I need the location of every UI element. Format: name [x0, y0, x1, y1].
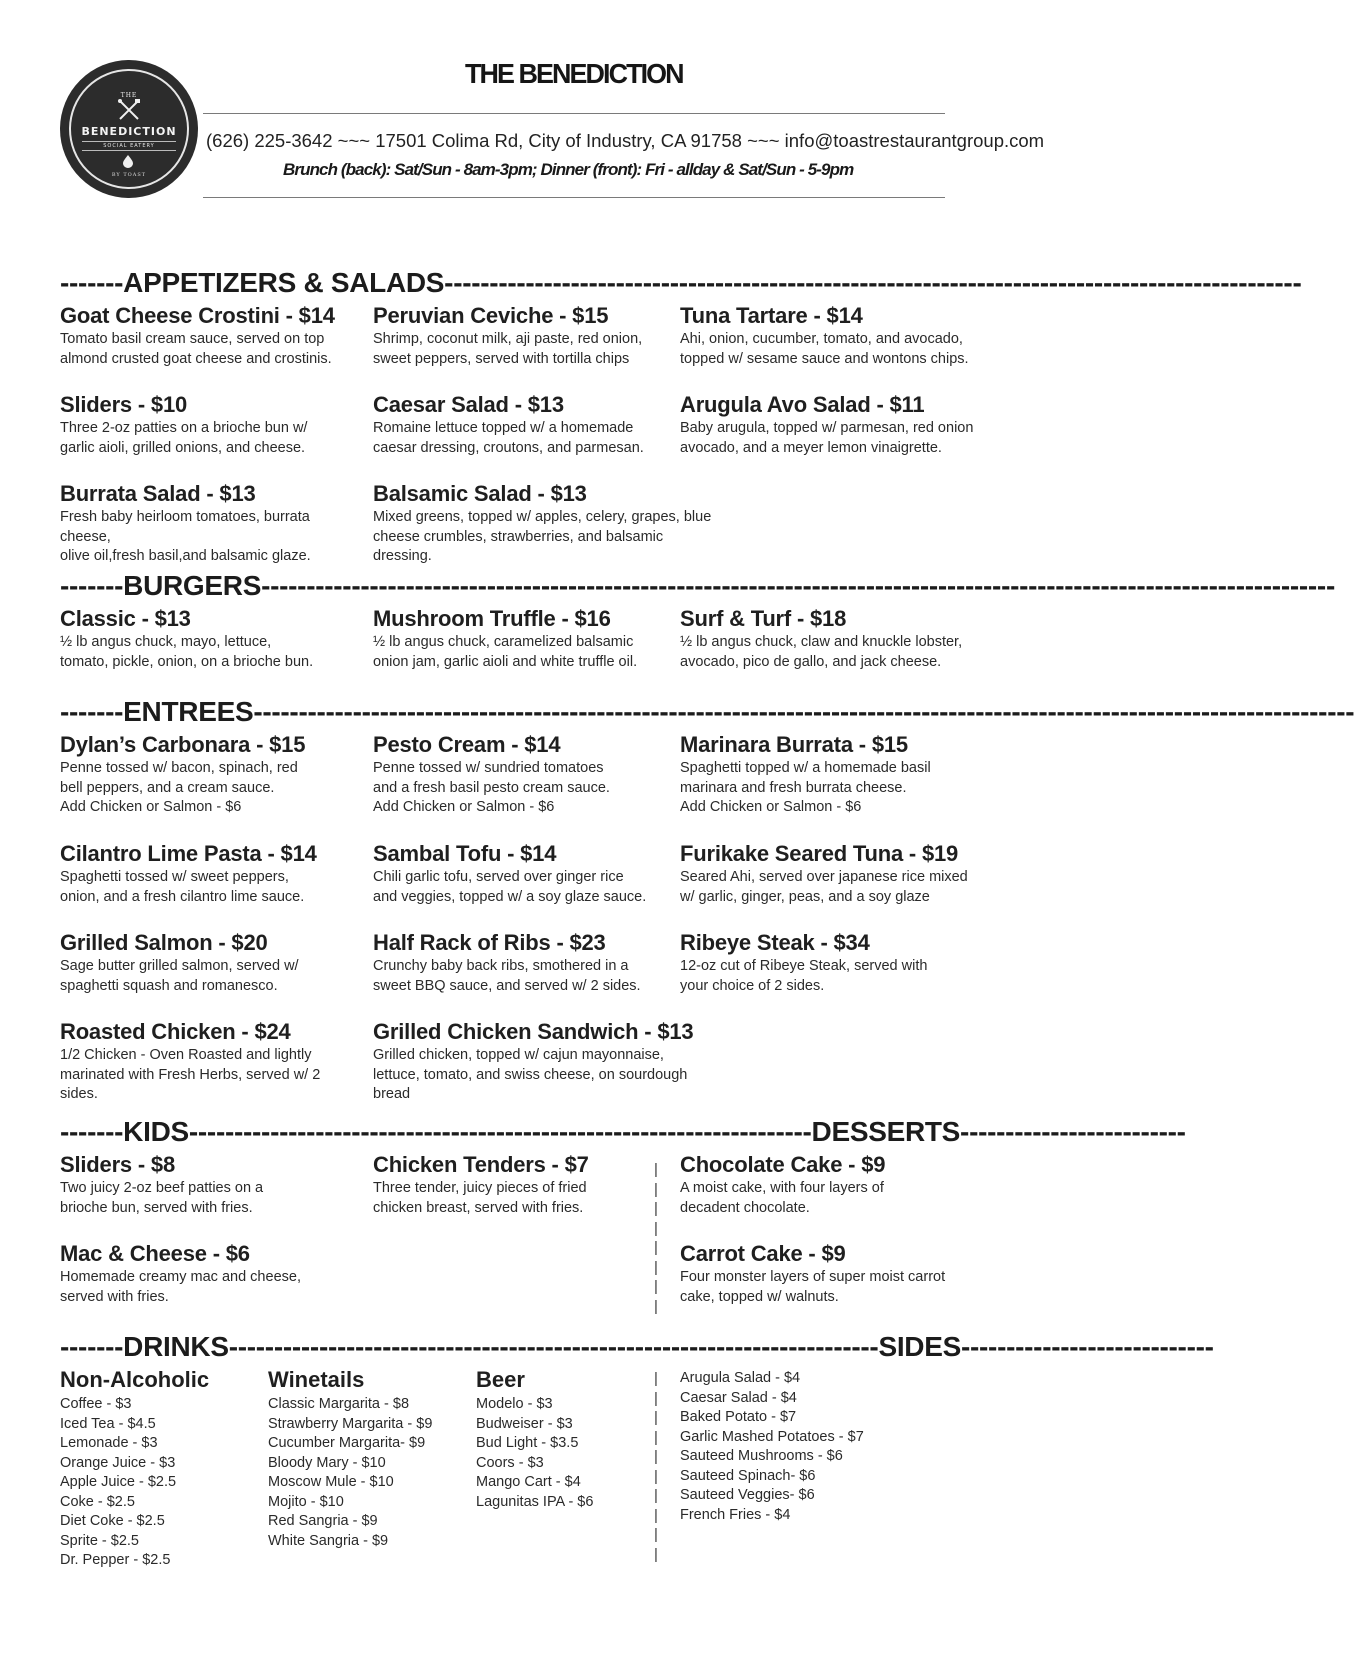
item-name: Grilled Chicken Sandwich - $13 [373, 1019, 694, 1044]
menu-item [373, 606, 673, 672]
item-name: Classic - $13 [60, 606, 191, 631]
list-item: Apple Juice - $2.5 [60, 1474, 177, 1490]
item-name: Carrot Cake - $9 [680, 1241, 846, 1266]
list-item: Modelo - $3 [476, 1396, 553, 1412]
menu-item [60, 1152, 360, 1218]
section-header-appetizers: -------APPETIZERS & SALADS----------------------------------------------------------------------------------------------- [60, 267, 1302, 298]
menu-item [680, 303, 980, 369]
menu-item [680, 392, 980, 458]
item-name: Surf & Turf - $18 [680, 606, 847, 631]
list-item: Iced Tea - $4.5 [60, 1415, 156, 1432]
list-item: Coffee - $3 [60, 1396, 132, 1412]
list-item: Sauteed Veggies- $6 [680, 1487, 815, 1503]
list-item: Caesar Salad - $4 [680, 1389, 797, 1406]
item-description: Homemade creamy mac and cheese, served with fries. [60, 1269, 301, 1305]
section-header-burgers: -------BURGERS----------------------------------------------------------------------------------------------------------------------- [60, 570, 1335, 601]
drinks-list [60, 1395, 260, 1571]
list-item: Diet Coke - $2.5 [60, 1513, 165, 1529]
item-name: Half Rack of Ribs - $23 [373, 930, 606, 955]
item-name: Grilled Salmon - $20 [60, 930, 268, 955]
sides-items [680, 1369, 880, 1525]
menu-item [680, 930, 980, 996]
menu-item [373, 930, 673, 996]
item-description: Seared Ahi, served over japanese rice mixed w/ garlic, ginger, peas, and a soy glaze [680, 869, 968, 905]
menu-item [60, 732, 360, 818]
menu-item [680, 1241, 980, 1307]
list-item: French Fries - $4 [680, 1506, 791, 1523]
item-description: Penne tossed w/ bacon, spinach, red bell peppers, and a cream sauce. Add Chicken or Salmon - $6 [60, 760, 298, 815]
drinks-list [476, 1395, 676, 1512]
restaurant-logo [60, 60, 198, 198]
list-item: Strawberry Margarita - $9 [268, 1415, 433, 1432]
item-name: Caesar Salad - $13 [373, 392, 564, 417]
list-item: Lagunitas IPA - $6 [476, 1493, 594, 1510]
item-description: Four monster layers of super moist carrot cake, topped w/ walnuts. [680, 1269, 946, 1305]
menu-item [60, 841, 360, 907]
item-description: ½ lb angus chuck, claw and knuckle lobster, avocado, pico de gallo, and jack cheese. [680, 634, 963, 670]
item-name: Tuna Tartare - $14 [680, 303, 863, 328]
logo-subtitle: SOCIAL EATERY [82, 141, 176, 151]
menu-item [60, 1241, 360, 1307]
item-description: Baby arugula, topped w/ parmesan, red onion avocado, and a meyer lemon vinaigrette. [680, 420, 974, 456]
list-item: White Sangria - $9 [268, 1532, 389, 1549]
item-name: Burrata Salad - $13 [60, 481, 256, 506]
list-item: Lemonade - $3 [60, 1435, 158, 1451]
item-name: Arugula Avo Salad - $11 [680, 392, 925, 417]
list-item: Arugula Salad - $4 [680, 1370, 801, 1386]
item-description: Ahi, onion, cucumber, tomato, and avocado, topped w/ sesame sauce and wontons chips. [680, 331, 969, 367]
item-name: Marinara Burrata - $15 [680, 732, 908, 757]
item-description: Fresh baby heirloom tomatoes, burrata cheese, olive oil,fresh basil,and balsamic glaze. [60, 509, 311, 564]
item-description: Shrimp, coconut milk, aji paste, red onion, sweet peppers, served with tortilla chips [373, 331, 643, 367]
item-name: Roasted Chicken - $24 [60, 1019, 291, 1044]
list-item: Classic Margarita - $8 [268, 1396, 410, 1412]
list-item: Sprite - $2.5 [60, 1532, 139, 1549]
list-item: Baked Potato - $7 [680, 1409, 797, 1425]
item-description: A moist cake, with four layers of decadent chocolate. [680, 1180, 884, 1216]
section-header-kids-desserts: -------KIDS---------------------------------------------------------------------DESSERTS------------------------- [60, 1116, 1186, 1147]
menu-item [60, 606, 360, 672]
menu-item [373, 481, 713, 567]
item-name: Sliders - $10 [60, 392, 188, 417]
drinks-list [268, 1395, 468, 1551]
menu-item [680, 606, 980, 672]
fork-knife-icon [114, 98, 144, 122]
menu-item [373, 732, 673, 818]
drinks-heading: Winetails [268, 1367, 365, 1392]
opening-hours: Brunch (back): Sat/Sun - 8am-3pm; Dinner (front): Fri - allday & Sat/Sun - 5-9pm [283, 160, 854, 179]
item-description: Sage butter grilled salmon, served w/ spaghetti squash and romanesco. [60, 958, 299, 994]
list-item: Bud Light - $3.5 [476, 1435, 579, 1451]
item-name: Peruvian Ceviche - $15 [373, 303, 609, 328]
list-item: Dr. Pepper - $2.5 [60, 1552, 171, 1568]
item-description: Grilled chicken, topped w/ cajun mayonnaise, lettuce, tomato, and swiss cheese, on sourdough bread [373, 1047, 688, 1102]
item-name: Mushroom Truffle - $16 [373, 606, 611, 631]
logo-by: BY TOAST [111, 172, 147, 178]
page-title: THE BENEDICTION [465, 58, 683, 89]
section-header-entrees: -------ENTREES-------------------------------------------------------------------------------------------------------------------------- [60, 696, 1354, 727]
item-name: Sliders - $8 [60, 1152, 175, 1177]
item-name: Furikake Seared Tuna - $19 [680, 841, 959, 866]
drinks-heading: Non-Alcoholic [60, 1367, 210, 1392]
list-item: Mango Cart - $4 [476, 1474, 581, 1490]
item-description: Crunchy baby back ribs, smothered in a sweet BBQ sauce, and served w/ 2 sides. [373, 958, 641, 994]
menu-item [373, 303, 673, 369]
header-rule-bottom [203, 197, 945, 198]
menu-item [373, 1019, 713, 1105]
drinks-beer [476, 1367, 676, 1512]
logo-small-top: THE [120, 92, 138, 99]
list-item: Bloody Mary - $10 [268, 1454, 386, 1471]
item-description: Two juicy 2-oz beef patties on a brioche bun, served with fries. [60, 1180, 264, 1216]
list-item: Garlic Mashed Potatoes - $7 [680, 1428, 864, 1445]
item-name: Sambal Tofu - $14 [373, 841, 557, 866]
menu-item [60, 1019, 360, 1105]
section-header-drinks-sides: -------DRINKS------------------------------------------------------------------------SIDES---------------------------- [60, 1331, 1214, 1362]
item-description: Romaine lettuce topped w/ a homemade caesar dressing, croutons, and parmesan. [373, 420, 644, 456]
menu-item [60, 481, 360, 567]
header-rule-top [203, 113, 945, 114]
menu-item [373, 1152, 673, 1218]
item-name: Chicken Tenders - $7 [373, 1152, 589, 1177]
item-name: Cilantro Lime Pasta - $14 [60, 841, 317, 866]
item-description: Tomato basil cream sauce, served on top almond crusted goat cheese and crostinis. [60, 331, 332, 367]
logo-name: BENEDICTION [81, 125, 177, 138]
list-item: Red Sangria - $9 [268, 1513, 378, 1529]
menu-item [60, 930, 360, 996]
item-description: Penne tossed w/ sundried tomatoes and a fresh basil pesto cream sauce. Add Chicken or Salmon - $6 [373, 760, 610, 815]
menu-item [60, 392, 360, 458]
column-divider: | | | | | | | | [654, 1161, 658, 1315]
menu-item [680, 732, 980, 818]
item-description: Chili garlic tofu, served over ginger rice and veggies, topped w/ a soy glaze sauce. [373, 869, 647, 905]
menu-item [680, 1152, 980, 1218]
drinks-heading: Beer [476, 1367, 525, 1392]
item-description: ½ lb angus chuck, mayo, lettuce, tomato, pickle, onion, on a brioche bun. [60, 634, 314, 670]
item-name: Dylan’s Carbonara - $15 [60, 732, 306, 757]
item-description: Three tender, juicy pieces of fried chicken breast, served with fries. [373, 1180, 587, 1216]
list-item: Mojito - $10 [268, 1493, 344, 1510]
drinks-non-alcoholic [60, 1367, 260, 1571]
item-description: Three 2-oz patties on a brioche bun w/ garlic aioli, grilled onions, and cheese. [60, 420, 308, 456]
column-divider: | | | | | | | | | | [654, 1370, 658, 1563]
list-item: Orange Juice - $3 [60, 1454, 176, 1471]
item-description: Mixed greens, topped w/ apples, celery, grapes, blue cheese crumbles, strawberries, and balsamic dressing. [373, 509, 712, 564]
flame-icon [123, 155, 133, 168]
list-item: Budweiser - $3 [476, 1415, 573, 1432]
menu-item [60, 303, 360, 369]
list-item: Coke - $2.5 [60, 1493, 135, 1510]
list-item: Sauteed Spinach- $6 [680, 1467, 816, 1484]
menu-item [373, 841, 673, 907]
item-name: Pesto Cream - $14 [373, 732, 561, 757]
item-description: 12-oz cut of Ribeye Steak, served with your choice of 2 sides. [680, 958, 928, 994]
sides-list [680, 1369, 880, 1525]
list-item: Sauteed Mushrooms - $6 [680, 1448, 843, 1464]
menu-item [680, 841, 980, 907]
item-description: Spaghetti tossed w/ sweet peppers, onion, and a fresh cilantro lime sauce. [60, 869, 305, 905]
list-item: Coors - $3 [476, 1454, 544, 1471]
item-name: Goat Cheese Crostini - $14 [60, 303, 335, 328]
contact-info: (626) 225-3642 ~~~ 17501 Colima Rd, City of Industry, CA 91758 ~~~ info@toastrestaurantgroup.com [206, 130, 1045, 151]
item-description: 1/2 Chicken - Oven Roasted and lightly marinated with Fresh Herbs, served w/ 2 sides. [60, 1047, 321, 1102]
list-item: Cucumber Margarita- $9 [268, 1435, 426, 1451]
item-name: Ribeye Steak - $34 [680, 930, 870, 955]
item-name: Mac & Cheese - $6 [60, 1241, 250, 1266]
item-name: Balsamic Salad - $13 [373, 481, 587, 506]
drinks-winetails [268, 1367, 468, 1551]
item-name: Chocolate Cake - $9 [680, 1152, 886, 1177]
menu-item [373, 392, 673, 458]
list-item: Moscow Mule - $10 [268, 1474, 394, 1490]
item-description: ½ lb angus chuck, caramelized balsamic onion jam, garlic aioli and white truffle oil. [373, 634, 638, 670]
item-description: Spaghetti topped w/ a homemade basil marinara and fresh burrata cheese. Add Chicken or Salmon - $6 [680, 760, 931, 815]
